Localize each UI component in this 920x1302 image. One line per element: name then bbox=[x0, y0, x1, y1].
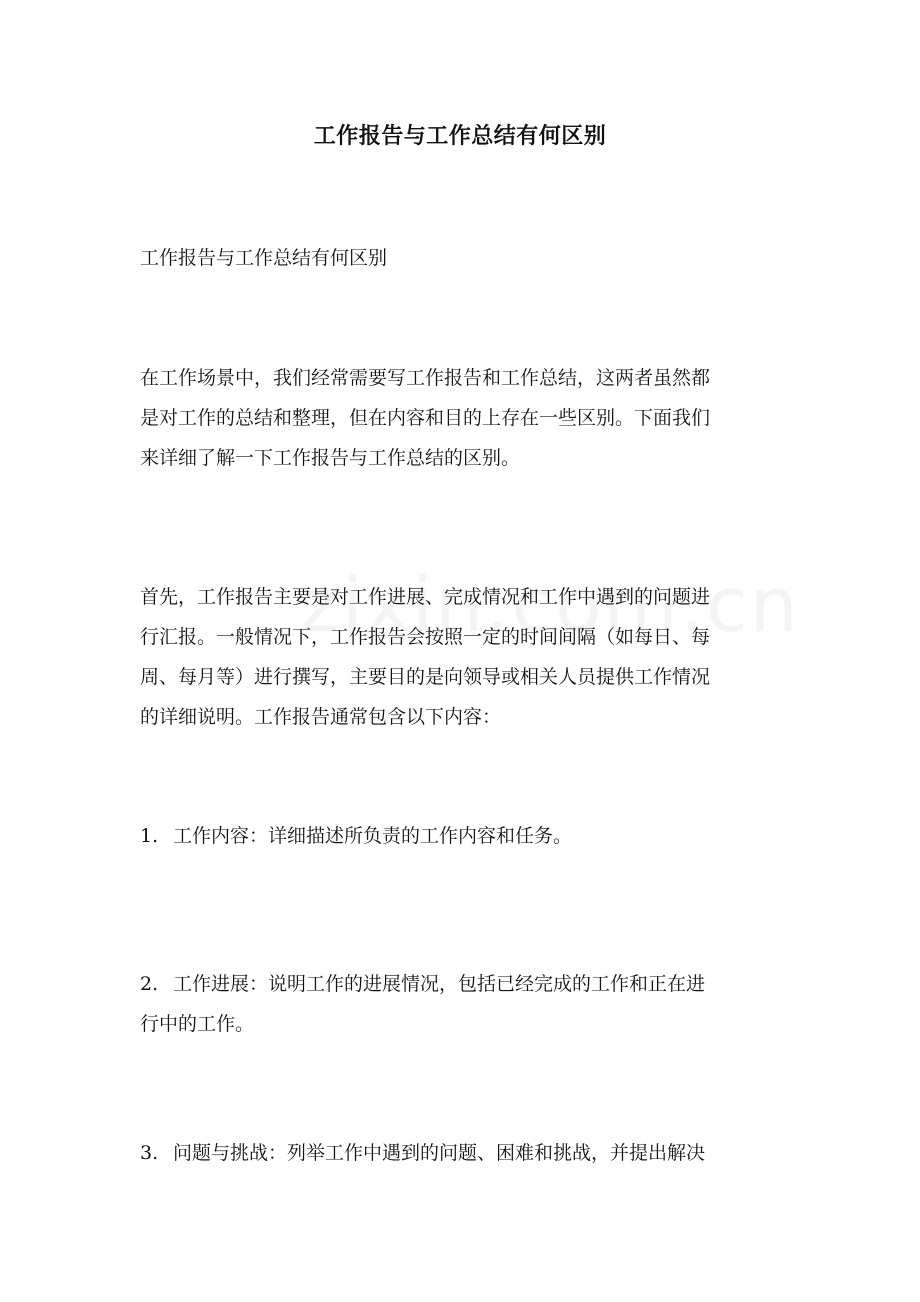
list-item-number: 1. bbox=[140, 825, 159, 847]
paragraph-line: 在工作场景中，我们经常需要写工作报告和工作总结，这两者虽然都 bbox=[140, 367, 711, 389]
list-item-line bbox=[140, 964, 785, 1004]
paragraph-line: 来详细了解一下工作报告与工作总结的区别。 bbox=[140, 447, 521, 469]
paragraph-line: 的详细说明。工作报告通常包含以下内容： bbox=[140, 706, 502, 728]
list-item-line bbox=[140, 816, 785, 856]
paragraph-report-definition bbox=[140, 577, 785, 737]
document-title: 工作报告与工作总结有何区别 bbox=[313, 123, 607, 149]
list-item-line: 行中的工作。 bbox=[140, 1013, 255, 1035]
list-item bbox=[140, 964, 785, 1044]
paragraph-line: 周、每月等）进行撰写，主要目的是向领导或相关人员提供工作情况 bbox=[140, 666, 711, 688]
list-item bbox=[140, 816, 785, 856]
list-item-line bbox=[140, 1133, 785, 1173]
list-item-number: 3. bbox=[140, 1142, 159, 1164]
paragraph-line: 首先，工作报告主要是对工作进展、完成情况和工作中遇到的问题进 bbox=[140, 586, 711, 608]
paragraph-line: 行汇报。一般情况下，工作报告会按照一定的时间间隔（如每日、每 bbox=[140, 626, 711, 648]
list-item bbox=[140, 1133, 785, 1173]
list-item-number: 2. bbox=[140, 973, 159, 995]
paragraph-line: 是对工作的总结和整理，但在内容和目的上存在一些区别。下面我们 bbox=[140, 407, 711, 429]
list-item-text: 工作进展：说明工作的进展情况，包括已经完成的工作和正在进 bbox=[173, 973, 706, 995]
list-item-text: 工作内容：详细描述所负责的工作内容和任务。 bbox=[173, 825, 573, 847]
list-item-text: 问题与挑战：列举工作中遇到的问题、困难和挑战，并提出解决 bbox=[173, 1142, 706, 1164]
document-subtitle: 工作报告与工作总结有何区别 bbox=[140, 247, 388, 269]
paragraph-intro bbox=[140, 358, 785, 478]
